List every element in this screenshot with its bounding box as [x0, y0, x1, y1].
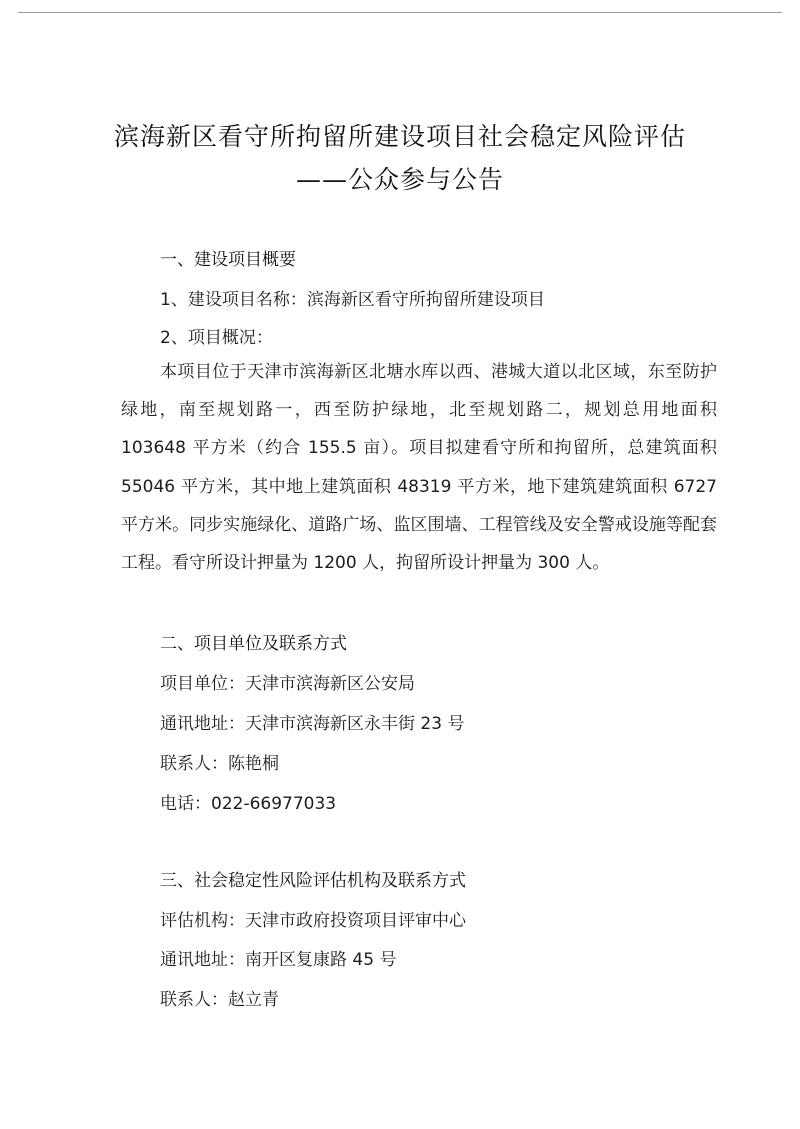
project-unit-line: 项目单位：天津市滨海新区公安局: [160, 674, 415, 694]
document-title: 滨海新区看守所拘留所建设项目社会稳定风险评估: [113, 122, 686, 151]
assessment-agency-contact-line: 联系人：赵立青: [160, 990, 279, 1010]
project-overview-paragraph: 本项目位于天津市滨海新区北塘水库以西、港城大道以北区域，东至防护绿地，南至规划路一，西至防护绿地，北至规划路二，规划总用地面积 103648 平方米（约合 155.5 亩）。项目拟建看守所和拘留所，总建筑面积 55046 平方米，其中地上建筑面积 48319 平方米，地下建筑建筑面积 6727 平方米。同步实施绿化、道路广场、监区围墙、工程管线及安全警戒设施等配套工程。看守所设计押量为 1200 人，拘留所设计押量为 300 人。: [121, 362, 717, 574]
document-subtitle: ——公众参与公告: [295, 165, 504, 194]
section-2-heading: 二、项目单位及联系方式: [160, 634, 347, 654]
section-1-heading: 一、建设项目概要: [160, 250, 296, 270]
project-unit-contact-line: 联系人：陈艳桐: [160, 754, 279, 774]
assessment-agency-line: 评估机构：天津市政府投资项目评审中心: [160, 911, 466, 931]
project-name-line: 1、建设项目名称：滨海新区看守所拘留所建设项目: [160, 290, 545, 310]
section-3-heading: 三、社会稳定性风险评估机构及联系方式: [160, 871, 466, 891]
assessment-agency-address-line: 通讯地址：南开区复康路 45 号: [160, 950, 397, 970]
scan-edge-line: [18, 12, 782, 13]
project-unit-address-line: 通讯地址：天津市滨海新区永丰街 23 号: [160, 714, 465, 734]
project-unit-phone-line: 电话：022-66977033: [160, 794, 337, 814]
project-overview-label: 2、项目概况：: [160, 328, 273, 348]
